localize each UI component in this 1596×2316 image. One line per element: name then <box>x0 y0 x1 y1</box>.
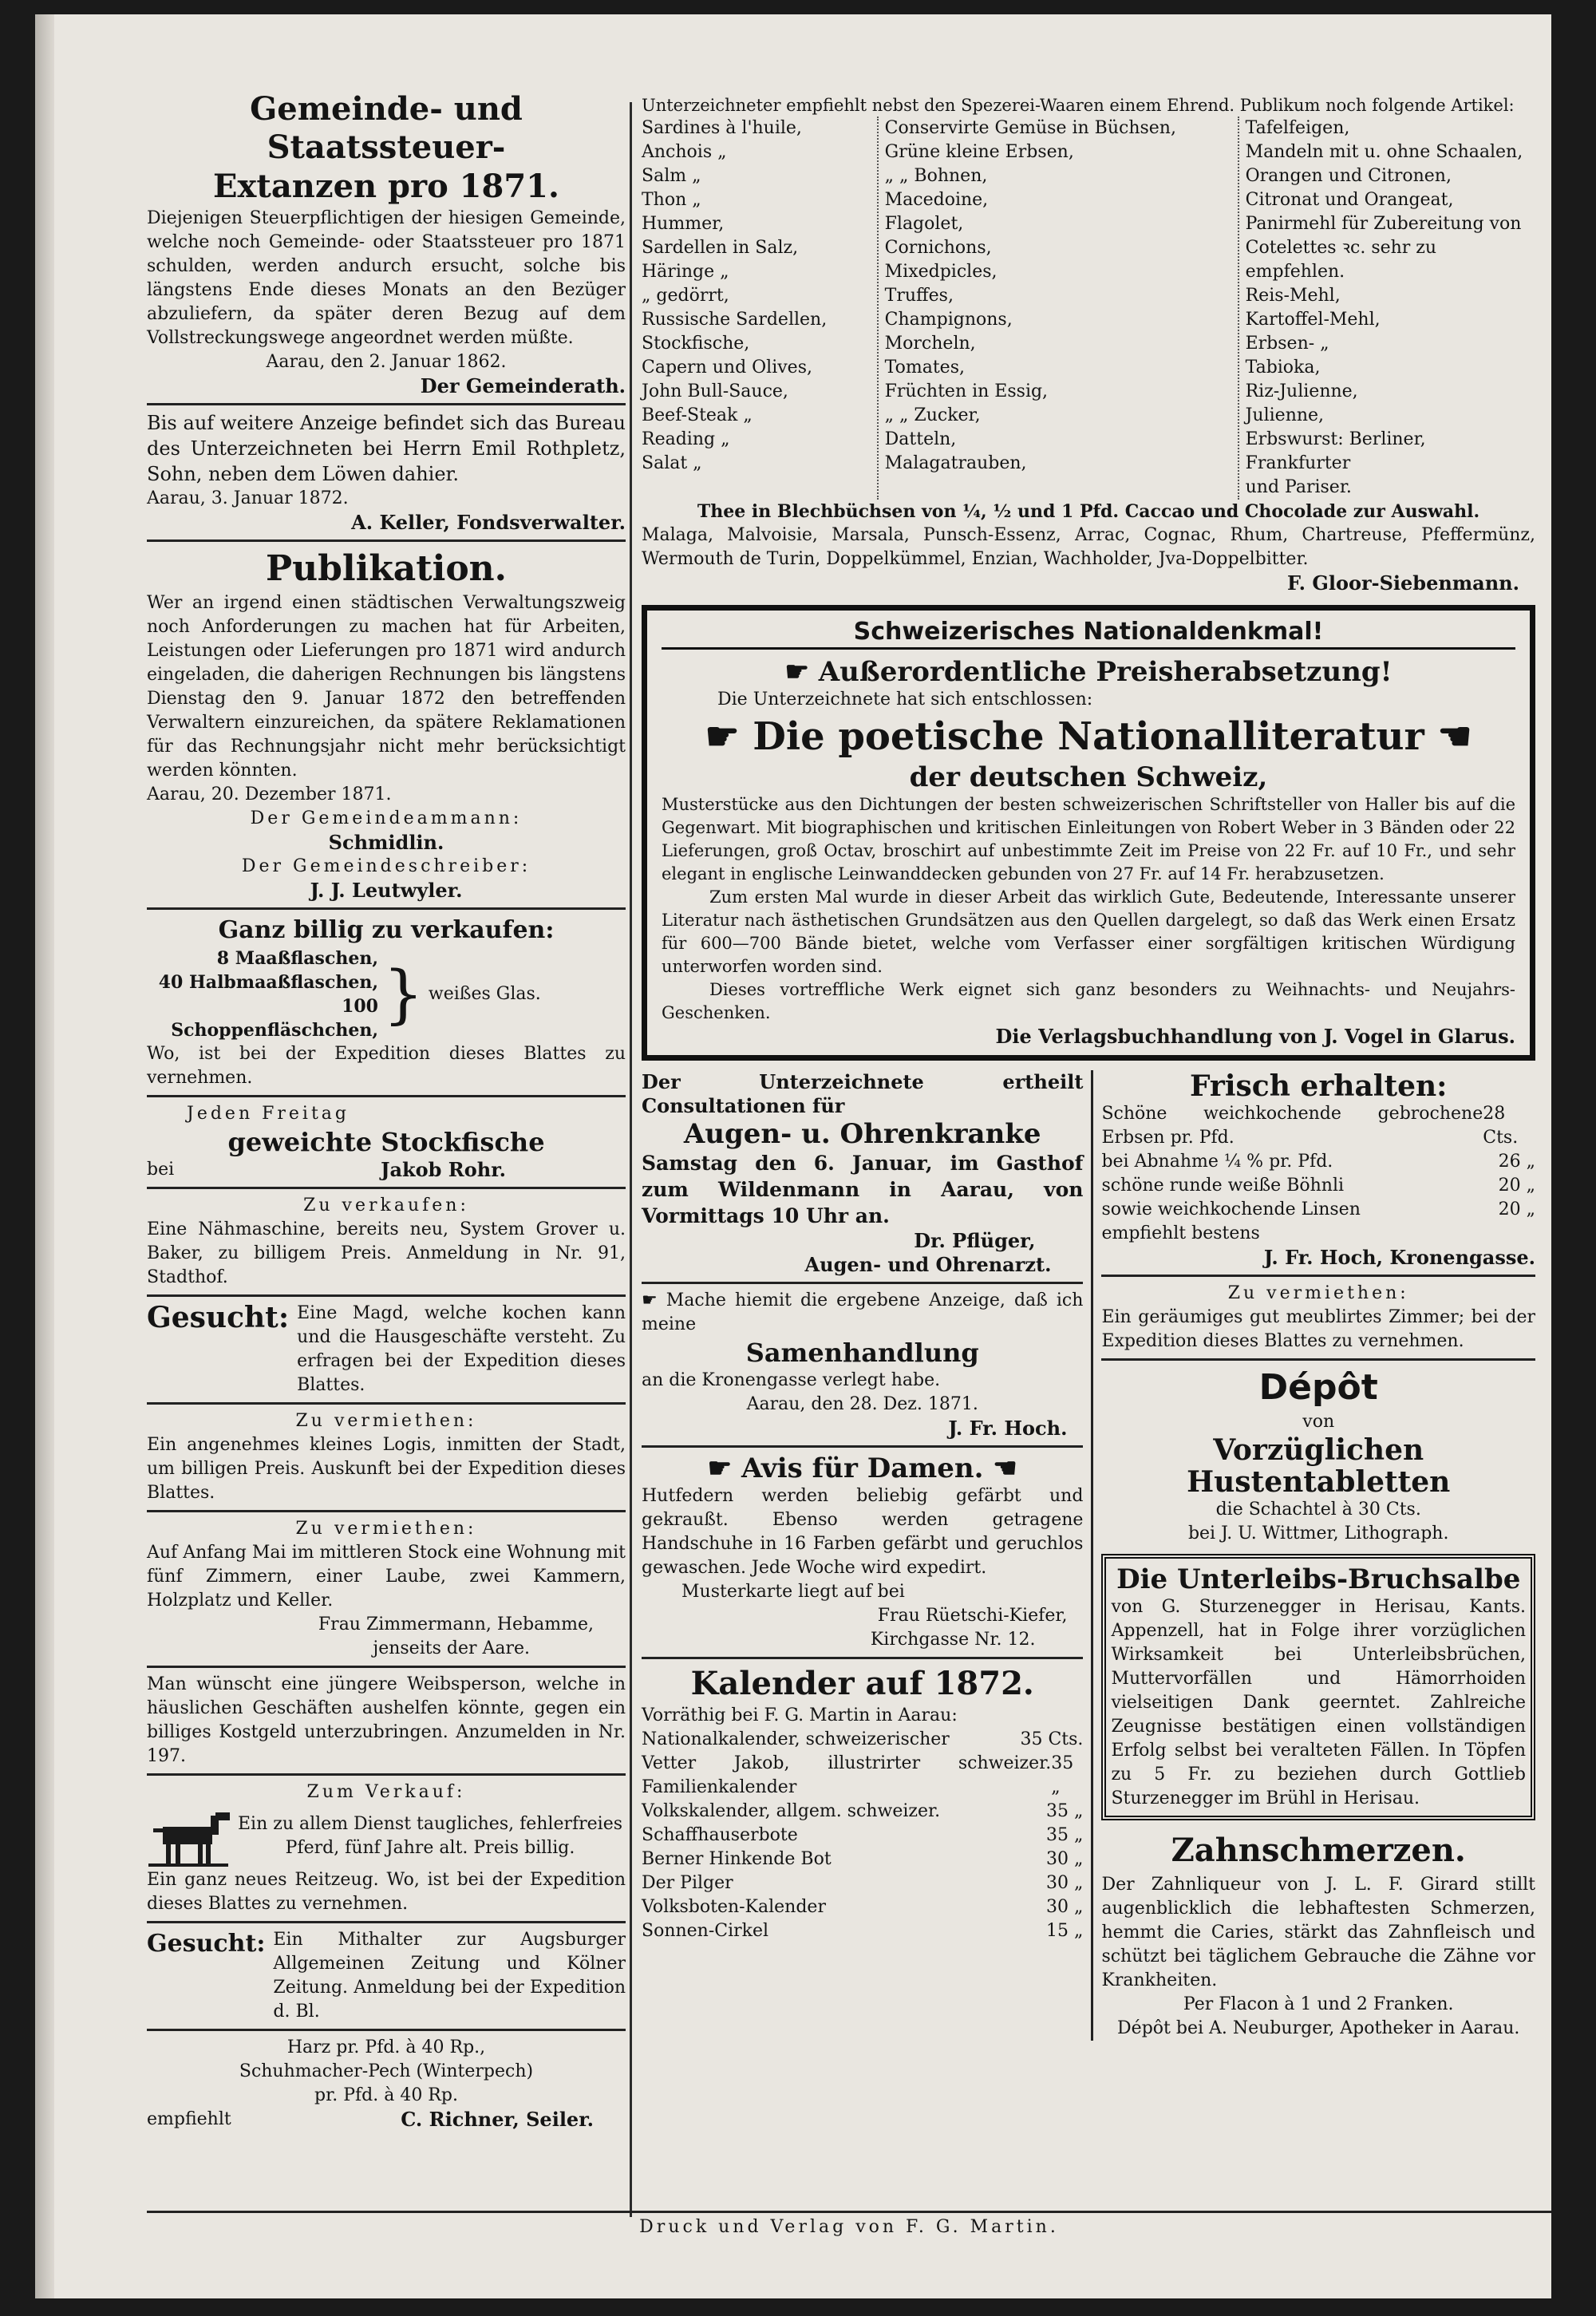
ad-heading: Schweizerisches Nationaldenkmal! <box>662 617 1515 650</box>
ad-title-text: Die poetische Nationalliteratur <box>753 714 1424 759</box>
pointing-hand-left-icon: ☚ <box>1437 714 1472 759</box>
divider <box>147 1773 626 1776</box>
ad-heading: Zu vermiethen: <box>295 1519 477 1539</box>
price-row <box>642 1800 1083 1824</box>
ad-body: Zum ersten Mal wurde in dieser Arbeit das wirklich Gute, Bedeutende, Interessante unserer Literatur nach ästhetischen Grundsätzen aus den Quellen dargelegt, so daß das Werk einen Ersatz für 600—700 Bände bietet, welche vom Verfasser einer sorgfältigen kritischen Würdigung unterworfen worden sind. <box>662 887 1515 976</box>
horse-icon <box>147 1804 235 1868</box>
ad-signature: Jakob Rohr. <box>381 1158 506 1181</box>
ad-body: Eine Nähmaschine, bereits neu, System Grover u. Baker, zu billigem Preis. Anmeldung in Nr. 91, Stadthof. <box>147 1219 626 1287</box>
footer-rule <box>147 2211 1551 2213</box>
spez-item: Capern und Olives, <box>642 358 812 377</box>
ad-line: Jeden Freitag <box>187 1104 350 1124</box>
spez-col-3 <box>1238 117 1535 500</box>
ad-zimmer <box>1101 1282 1535 1354</box>
spez-item: Cotelettes ꝛc. sehr zu empfehlen. <box>1245 238 1437 282</box>
ad-frisch <box>1101 1070 1535 1270</box>
item-name: Der Pilger <box>642 1873 733 1893</box>
spez-item: und Pariser. <box>1245 477 1352 497</box>
item-name: Schöne weichkochende gebrochene Erbsen pr. Pfd. <box>1101 1104 1483 1148</box>
ad-line: Die Unterzeichnete hat sich entschlossen: <box>717 690 1093 709</box>
ad-title <box>642 1452 1083 1484</box>
frisch-list <box>1101 1102 1535 1222</box>
spez-item: Beef-Steak „ <box>642 405 753 425</box>
ad-heading: Zu vermiethen: <box>1227 1283 1409 1303</box>
ad-title: Vorzüglichen Hustentabletten <box>1187 1433 1451 1499</box>
item-price: 20 „ <box>1498 1176 1535 1196</box>
ad-intro: Unterzeichneter empfiehlt nebst den Spezerei-Waaren einem Ehrend. Publikum noch folgende Artikel: <box>642 96 1515 115</box>
ad-spezerei <box>642 94 1535 595</box>
price-row <box>642 1895 1083 1919</box>
ad-heading: Zum Verkauf: <box>306 1782 466 1802</box>
spez-item: Russische Sardellen, <box>642 310 828 330</box>
binding-gutter <box>35 14 54 2298</box>
spez-item: Thon „ <box>642 190 701 210</box>
ad-logis <box>147 1409 626 1505</box>
ad-zahnschmerzen <box>1101 1828 1535 2041</box>
spez-item: Reading „ <box>642 429 730 449</box>
ad-body: Ein zu allem Dienst taugliches, fehlerfreies Pferd, fünf Jahre alt. Preis billig. <box>237 1814 623 1858</box>
divider <box>147 1187 626 1189</box>
spez-item: „ „ Zucker, <box>884 405 981 425</box>
divider <box>1101 1275 1535 1277</box>
ad-intro: Vorräthig bei F. G. Martin in Aarau: <box>642 1705 958 1725</box>
ad-title: Gemeinde- und Staatssteuer- <box>250 90 523 166</box>
price-row <box>642 1919 1083 1943</box>
divider <box>147 1294 626 1297</box>
lower-right <box>642 1070 1535 2041</box>
ad-signature: C. Richner, Seiler. <box>401 2108 594 2131</box>
ad-title-text: Avis für Damen. <box>741 1452 984 1484</box>
ad-nationalliteratur <box>642 605 1535 1061</box>
ad-signature: jenseits der Aare. <box>373 1638 530 1658</box>
divider <box>1101 1358 1535 1361</box>
spez-item: Mixedpicles, <box>884 262 998 282</box>
pointing-hand-icon: ☛ <box>707 1452 733 1484</box>
spez-item: Champignons, <box>884 310 1013 330</box>
spez-item: Citronat und Orangeat, <box>1245 190 1454 210</box>
divider <box>147 1921 626 1923</box>
ad-body: Wer an irgend einen städtischen Verwaltungszweig noch Anforderungen zu machen hat für Arbeiten, Leistungen oder Lieferungen pro 1871 wird andurch eingeladen, die daherigen Rechnungen bis längstens Dienstag den 9. Januar 1872 den betreffenden Verwaltern einzureichen, da spätere Reklamationen für das Rechnungsjahr nicht mehr berücksichtigt werden könnten. <box>147 593 626 781</box>
ad-body: Malaga, Malvoisie, Marsala, Punsch-Essenz, Arrac, Cognac, Rhum, Chartreuse, Pfeffermünz, Wermouth de Turin, Doppelkümmel, Enzian, Wachholder, Jva-Doppelbitter. <box>642 525 1535 569</box>
spez-item: Panirmehl für Zubereitung von <box>1245 214 1522 234</box>
ad-signature: Der Gemeinderath. <box>420 374 626 397</box>
ad-title: Frisch erhalten: <box>1189 1069 1448 1103</box>
divider <box>147 1095 626 1097</box>
item-price: 30 „ <box>1046 1873 1084 1893</box>
ad-title: Samenhandlung <box>745 1338 979 1368</box>
pointing-hand-icon: ☛ <box>705 714 740 759</box>
item-price: 26 „ <box>1498 1152 1535 1172</box>
ad-title: geweichte Stockfische <box>227 1127 545 1157</box>
price-row <box>642 1848 1083 1871</box>
ad-body: von G. Sturzenegger in Herisau, Kants. Appenzell, hat in Folge ihrer vorzüglichen Wirksamkeit bei Unterleibsbrüchen, Muttervorfällen und Hämorrhoiden vielseitigen Dank geerntet. Zahlreiche Zeugnisse bestätigen einen vollständigen Erfolg selbst bei veralteten Fällen. In Töpfen zu 5 Fr. zu beziehen durch Gottlieb Sturzenegger im Brühl in Herisau. <box>1111 1597 1526 1808</box>
item-price: 20 „ <box>1498 1199 1535 1219</box>
item-price: 30 „ <box>1046 1849 1084 1869</box>
ad-signature: Schmidlin. <box>328 831 444 854</box>
column-rule <box>630 102 632 2217</box>
ad-signature: Dr. Pflüger, <box>914 1229 1036 1252</box>
spez-item: Orangen und Citronen, <box>1245 166 1452 186</box>
spez-item: Stockfische, <box>642 334 750 354</box>
ad-body: Ein angenehmes kleines Logis, inmitten der Stadt, um billigen Preis. Auskunft bei der Expedition dieses Blattes. <box>147 1435 626 1503</box>
item-name: Sonnen-Cirkel <box>642 1921 769 1941</box>
page-footer: Druck und Verlag von F. G. Martin. <box>639 2217 1059 2237</box>
divider <box>642 1445 1083 1448</box>
ad-heading: Gesucht: <box>147 1930 266 1958</box>
ad-title: Augen- u. Ohrenkranke <box>683 1118 1041 1150</box>
price-row <box>1101 1198 1535 1222</box>
ad-body: Diejenigen Steuerpflichtigen der hiesigen Gemeinde, welche noch Gemeinde- oder Staatssteuer pro 1871 schulden, werden andurch ersucht, solche bis längstens Ende dieses Monats an den Bezüger abzuliefern, da später deren Bezug auf dem Vollstreckungswege angeordnet werden müßte. <box>147 208 626 348</box>
ad-line: Der Gemeindeschreiber: <box>241 856 531 876</box>
ad-body: Dieses vortreffliche Werk eignet sich ganz besonders zu Weihnachts- und Neujahrs-Geschenken. <box>662 980 1515 1022</box>
spez-item: Grüne kleine Erbsen, <box>884 142 1074 162</box>
ad-line: weißes Glas. <box>428 984 541 1004</box>
item-name: Berner Hinkende Bot <box>642 1849 832 1869</box>
ad-kalender <box>642 1664 1083 1943</box>
ad-harz <box>147 2036 626 2132</box>
price-row <box>1101 1102 1535 1150</box>
ad-line: Frau Rüetschi-Kiefer, <box>877 1606 1068 1626</box>
list-item: 40 Halbmaaßflaschen, <box>158 972 378 993</box>
ad-magd <box>147 1302 626 1397</box>
ad-bureau <box>147 410 626 535</box>
ad-date: Aarau, 3. Januar 1872. <box>147 488 349 508</box>
item-price: 15 „ <box>1046 1921 1084 1941</box>
spez-item: Sardines à l'huile, <box>642 118 802 138</box>
ad-subtitle: der deutschen Schweiz, <box>909 761 1268 793</box>
pointing-hand-icon: ☛ <box>642 1290 666 1310</box>
ad-body-text: Mache hiemit die ergebene Anzeige, daß ich meine <box>642 1290 1084 1334</box>
ad-body: Ein Mithalter zur Augsburger Allgemeinen Zeitung und Kölner Zeitung. Anmeldung bei der Expedition d. Bl. <box>273 1930 626 2022</box>
price-row <box>642 1752 1083 1800</box>
ad-signature: A. Keller, Fondsverwalter. <box>351 511 626 534</box>
spez-item: Früchten in Essig, <box>884 381 1049 401</box>
spez-col-1 <box>642 117 877 500</box>
pointing-hand-icon: ☛ <box>784 656 809 688</box>
spez-item: Conservirte Gemüse in Büchsen, <box>884 118 1176 138</box>
ad-title: Dépôt <box>1258 1367 1378 1408</box>
item-price: 35 „ <box>1046 1825 1084 1845</box>
item-name: Volkskalender, allgem. schweizer. <box>642 1801 941 1821</box>
spez-item: Häringe „ <box>642 262 729 282</box>
divider <box>147 1666 626 1668</box>
price-row <box>1101 1150 1535 1174</box>
ad-title: Publikation. <box>266 548 507 589</box>
divider <box>147 1402 626 1405</box>
ad-naehmaschine <box>147 1194 626 1290</box>
ad-line: Thee in Blechbüchsen von ¼, ½ und 1 Pfd. Caccao und Chocolade zur Auswahl. <box>697 501 1480 522</box>
divider <box>147 403 626 405</box>
list-item: 100 Schoppenfläschchen, <box>171 996 378 1041</box>
newspaper-page <box>35 14 1551 2298</box>
ad-body: an die Kronengasse verlegt habe. <box>642 1370 941 1390</box>
ad-line: empfiehlt bestens <box>1101 1223 1260 1243</box>
ad-body: Musterstücke aus den Dichtungen der besten schweizerischen Schriftsteller von Haller bis auf die Gegenwart. Mit biographischen und kritischen Einleitungen von Robert Weber in 3 Bänden oder 22 Lieferungen, groß Octav, broschirt auf unbestimmte Zeit im Preise von 22 Fr. auf 10 Fr., und sehr elegant in englische Leinwanddecken gebunden von 27 Fr. auf 14 Fr. herabzusetzen. <box>662 795 1515 883</box>
spez-col-2 <box>877 117 1238 500</box>
ad-line: Schuhmacher-Pech (Winterpech) <box>239 2061 534 2081</box>
ad-line: Per Flacon à 1 und 2 Franken. <box>1183 1994 1454 2014</box>
middle-column <box>642 1070 1093 2041</box>
item-name: Nationalkalender, schweizerischer <box>642 1729 950 1749</box>
ad-line: Musterkarte liegt auf bei <box>681 1582 905 1602</box>
spez-item: Hummer, <box>642 214 725 234</box>
ad-line: Dépôt bei A. Neuburger, Apotheker in Aarau. <box>1117 2018 1520 2038</box>
divider <box>147 2029 626 2031</box>
spez-item: Riz-Julienne, <box>1245 381 1358 401</box>
item-price: 30 „ <box>1046 1897 1084 1917</box>
ad-line: empfiehlt <box>147 2109 231 2129</box>
ad-line: die Schachtel à 30 Cts. <box>1215 1500 1421 1520</box>
ad-billig <box>147 915 626 1090</box>
spez-item: Macedoine, <box>884 190 989 210</box>
divider <box>147 1510 626 1512</box>
price-row <box>1101 1174 1535 1198</box>
ad-title: Die Unterleibs-Bruchsalbe <box>1116 1563 1521 1595</box>
ad-body: Samstag den 6. Januar, im Gasthof zum Wildenmann in Aarau, von Vormittags 10 Uhr an. <box>642 1152 1084 1227</box>
ad-line: Kirchgasse Nr. 12. <box>870 1630 1036 1650</box>
ad-body: Wo, ist bei der Expedition dieses Blattes zu vernehmen. <box>147 1044 626 1088</box>
ad-stockfische <box>147 1102 626 1182</box>
spez-item: Tafelfeigen, <box>1245 118 1350 138</box>
spez-item: Erbsen- „ <box>1245 334 1329 354</box>
ad-signature: Die Verlagsbuchhandlung von J. Vogel in Glarus. <box>995 1025 1515 1048</box>
item-name: Vetter Jakob, illustrirter schweizer. Familienkalender <box>642 1753 1052 1797</box>
price-row <box>642 1824 1083 1848</box>
item-price: 35 Cts. <box>1020 1729 1084 1749</box>
ad-line: von <box>1302 1412 1335 1432</box>
right-area <box>642 94 1535 2041</box>
ad-signature: J. J. Leutwyler. <box>310 879 463 902</box>
ad-samenhandlung <box>642 1289 1083 1441</box>
ad-body: Bis auf weitere Anzeige befindet sich das Bureau des Unterzeichneten bei Herrn Emil Rothpletz, Sohn, neben dem Löwen dahier. <box>147 412 626 485</box>
ad-steuer <box>147 90 626 398</box>
ad-title: Kalender auf 1872. <box>690 1665 1034 1702</box>
price-row <box>642 1728 1083 1752</box>
ad-title: Zahnschmerzen. <box>1171 1832 1466 1869</box>
item-name: bei Abnahme ¼ % pr. Pfd. <box>1101 1152 1333 1172</box>
spez-item: Sardellen in Salz, <box>642 238 799 258</box>
kalender-list <box>642 1728 1083 1943</box>
left-column <box>147 90 626 2132</box>
spez-item: Julienne, <box>1245 405 1325 425</box>
ad-bruchsalbe <box>1101 1554 1535 1820</box>
ad-signature: F. Gloor-Siebenmann. <box>1287 571 1519 595</box>
ad-publikation <box>147 547 626 903</box>
ad-line: pr. Pfd. à 40 Rp. <box>314 2085 458 2105</box>
spez-item: Anchois „ <box>642 142 727 162</box>
pointing-hand-left-icon: ☚ <box>993 1452 1017 1484</box>
ad-signature: Frau Zimmermann, Hebamme, <box>318 1614 594 1634</box>
ad-date: Aarau, 20. Dezember 1871. <box>147 785 392 804</box>
ad-title <box>662 712 1515 761</box>
ad-body: Ein ganz neues Reitzeug. Wo, ist bei der Expedition dieses Blattes zu vernehmen. <box>147 1870 626 1914</box>
ad-body: Eine Magd, welche kochen kann und die Hausgeschäfte versteht. Zu erfragen bei der Expedition dieses Blattes. <box>297 1303 626 1395</box>
divider <box>642 1282 1083 1284</box>
divider <box>642 1657 1083 1659</box>
item-price: 35 „ <box>1046 1801 1084 1821</box>
spez-item: Salm „ <box>642 166 701 186</box>
spez-item: Cornichons, <box>884 238 992 258</box>
ad-wohnung <box>147 1517 626 1661</box>
ad-body: Auf Anfang Mai im mittleren Stock eine Wohnung mit fünf Zimmern, einer Laube, zwei Kammern, Holzplatz und Keller. <box>147 1543 626 1611</box>
ad-mithalter <box>147 1928 626 2024</box>
ad-line: Harz pr. Pfd. à 40 Rp., <box>286 2037 486 2057</box>
ad-body: Der Zahnliqueur von J. L. F. Girard stillt augenblicklich die lebhaftesten Schmerzen, hemmt die Caries, stärkt das Zahnfleisch und schützt bei täglichem Gebrauche die Zähne vor Krankheiten. <box>1101 1875 1535 1990</box>
ad-body: Ein geräumiges gut meublirtes Zimmer; bei der Expedition dieses Blattes zu vernehmen. <box>1101 1307 1535 1351</box>
ad-body <box>642 1289 1083 1337</box>
ad-subtitle <box>662 656 1515 688</box>
item-price: 35 „ <box>1051 1753 1074 1797</box>
ad-heading: Zu vermiethen: <box>295 1411 477 1431</box>
price-row <box>642 1871 1083 1895</box>
ad-line: bei J. U. Wittmer, Lithograph. <box>1187 1524 1449 1543</box>
ad-body: Hutfedern werden beliebig gefärbt und gekraußt. Ebenso werden getragene Handschuhe in 16 Farben gefärbt und geruchlos gewaschen. Jede Woche wird expedirt. <box>642 1486 1084 1578</box>
ad-signature: Augen- und Ohrenarzt. <box>804 1253 1052 1276</box>
spez-item: „ gedörrt, <box>642 286 729 306</box>
item-name: Volksboten-Kalender <box>642 1897 826 1917</box>
spez-item: Salat „ <box>642 453 702 473</box>
ad-body: Man wünscht eine jüngere Weibsperson, welche in häuslichen Geschäften aushelfen könnte, gegen ein billiges Kostgeld unterzubringen. Anzumelden in Nr. 197. <box>147 1674 626 1766</box>
ad-date: Aarau, den 2. Januar 1862. <box>266 352 507 372</box>
right-column <box>1093 1070 1535 2041</box>
brace-icon: } <box>383 957 424 1031</box>
ad-weibsperson <box>147 1673 626 1769</box>
ad-date: Aarau, den 28. Dez. 1871. <box>746 1394 978 1414</box>
ad-line: bei <box>147 1160 175 1180</box>
ad-signature: J. Fr. Hoch. <box>948 1417 1068 1440</box>
ad-line: Der Unterzeichnete ertheilt Consultationen für <box>642 1070 1084 1117</box>
ad-line: Der Gemeindeammann: <box>250 808 523 828</box>
spez-item: Morcheln, <box>884 334 976 354</box>
spez-item: Kartoffel-Mehl, <box>1245 310 1381 330</box>
list-item: 8 Maaßflaschen, <box>216 948 378 969</box>
spez-item: Mandeln mit u. ohne Schaalen, <box>1245 142 1523 162</box>
ad-heading: Gesucht: <box>147 1301 290 1334</box>
spez-item: John Bull-Sauce, <box>642 381 788 401</box>
spez-item: Tomates, <box>884 358 965 377</box>
ad-heading: Zu verkaufen: <box>303 1196 469 1215</box>
ad-avis-damen <box>642 1452 1083 1652</box>
spez-item: Malagatrauben, <box>884 453 1027 473</box>
ad-title: Ganz billig zu verkaufen: <box>218 916 555 944</box>
spez-item: Tabioka, <box>1245 358 1321 377</box>
item-name: schöne runde weiße Böhnli <box>1101 1176 1345 1196</box>
ad-signature: J. Fr. Hoch, Kronengasse. <box>1263 1246 1535 1269</box>
ad-title: Extanzen pro 1871. <box>213 168 559 205</box>
spez-item: Datteln, <box>884 429 957 449</box>
ad-depot <box>1101 1365 1535 1546</box>
item-price: 28 Cts. <box>1483 1104 1519 1148</box>
divider <box>147 539 626 542</box>
spez-item: Flagolet, <box>884 214 964 234</box>
ad-pferd <box>147 1780 626 1916</box>
spez-item: Reis-Mehl, <box>1245 286 1341 306</box>
divider <box>147 907 626 910</box>
item-name: Schaffhauserbote <box>642 1825 798 1845</box>
item-name: sowie weichkochende Linsen <box>1101 1199 1361 1219</box>
ad-augenarzt <box>642 1070 1083 1277</box>
spez-item: Truffes, <box>884 286 954 306</box>
spez-item: „ „ Bohnen, <box>884 166 988 186</box>
ad-subtitle-text: Außerordentliche Preisherabsetzung! <box>818 656 1393 688</box>
spez-item: Erbswurst: Berliner, Frankfurter <box>1245 429 1426 473</box>
